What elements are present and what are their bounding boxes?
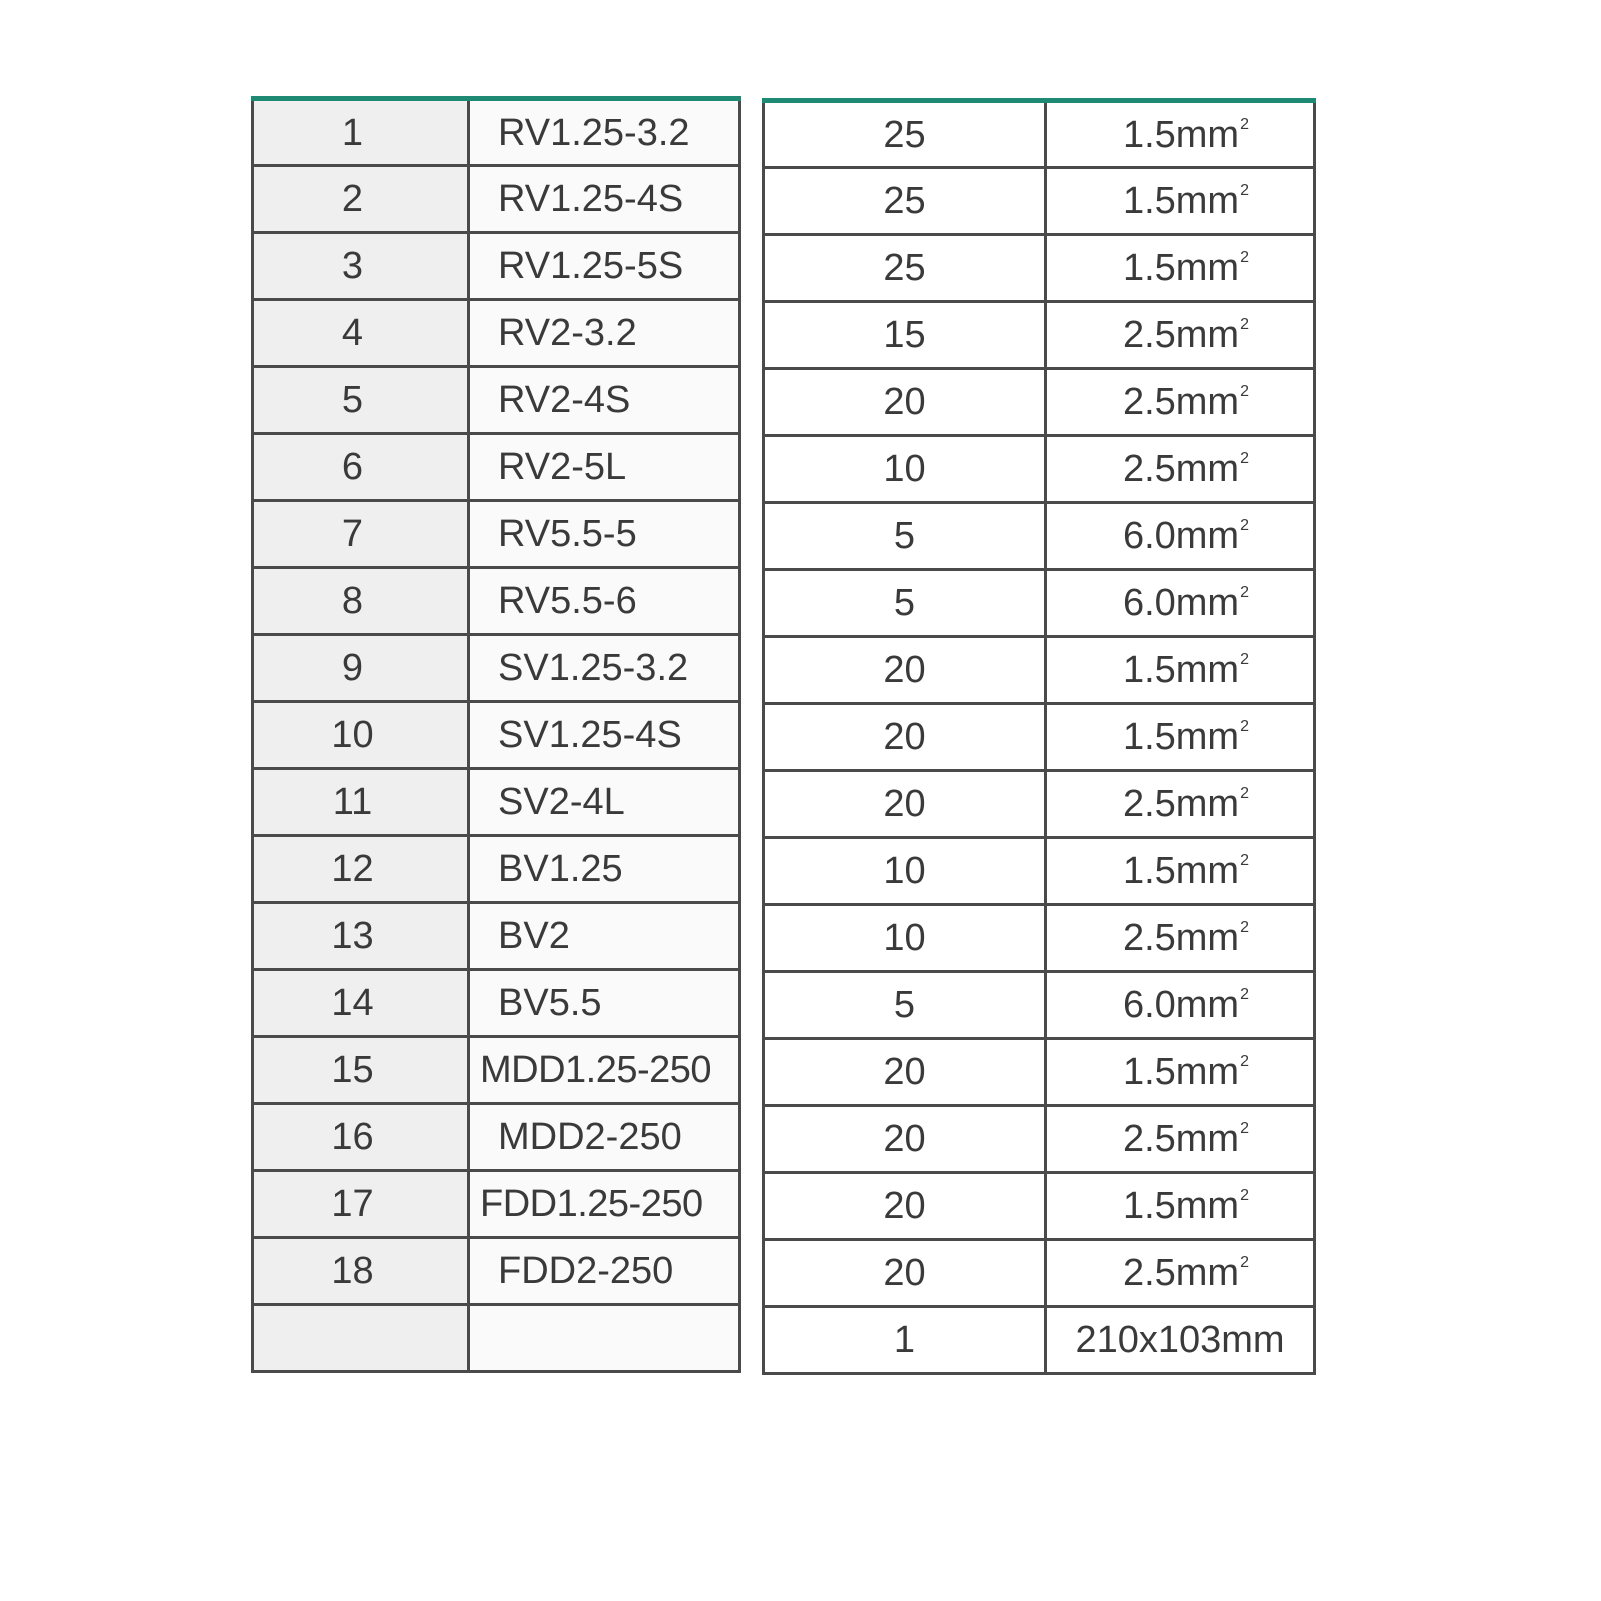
quantity-cell	[764, 369, 1046, 436]
item-number: 16	[331, 1116, 374, 1158]
model-cell	[469, 769, 740, 836]
quantity-cell	[764, 972, 1046, 1039]
quantity-value: 5	[893, 515, 916, 557]
table-row	[253, 434, 740, 501]
wire-size-cell	[1046, 637, 1315, 704]
table-row	[253, 1037, 740, 1104]
quantity-cell	[764, 905, 1046, 972]
model-code: FDD1.25-250	[480, 1183, 703, 1225]
wire-size-value	[1123, 850, 1249, 892]
table-row	[764, 503, 1315, 570]
item-number: 17	[331, 1183, 374, 1225]
wire-size-text: 2.5mm	[1122, 381, 1240, 423]
wire-size-cell	[1046, 1240, 1315, 1307]
model-cell	[469, 501, 740, 568]
model-cell	[469, 434, 740, 501]
table-row	[253, 1104, 740, 1171]
model-cell	[469, 300, 740, 367]
table-row	[253, 1238, 740, 1305]
wire-size-text: 210x103mm	[1075, 1319, 1285, 1361]
item-number-cell	[253, 769, 469, 836]
quantity-value: 5	[893, 984, 916, 1026]
table-row	[253, 166, 740, 233]
table-row	[764, 1173, 1315, 1240]
wire-size-cell	[1046, 503, 1315, 570]
table-row	[764, 771, 1315, 838]
quantity-cell	[764, 101, 1046, 168]
wire-size-text: 1.5mm	[1122, 113, 1240, 156]
wire-size-value	[1123, 515, 1249, 557]
wire-size-cell	[1046, 1173, 1315, 1240]
quantity-value: 20	[883, 716, 926, 758]
table-row	[764, 235, 1315, 302]
wire-size-text: 2.5mm	[1122, 314, 1240, 356]
wire-size-text: 1.5mm	[1122, 247, 1240, 289]
item-number: 12	[331, 848, 374, 890]
table-row	[764, 1039, 1315, 1106]
quantity-value: 20	[883, 1051, 926, 1093]
square-superscript: 2	[1240, 316, 1249, 333]
quantity-value: 20	[883, 1252, 926, 1294]
model-cell	[469, 635, 740, 702]
table-row	[764, 637, 1315, 704]
item-number-cell	[253, 1037, 469, 1104]
quantity-value: 15	[883, 314, 926, 356]
table-row	[764, 1106, 1315, 1173]
square-superscript: 2	[1240, 450, 1249, 467]
wire-size-value	[1123, 1051, 1249, 1093]
wire-size-value	[1123, 381, 1249, 423]
wire-size-cell	[1046, 168, 1315, 235]
quantity-cell	[764, 1173, 1046, 1240]
model-code: MDD2-250	[498, 1116, 682, 1158]
wire-size-value	[1123, 1185, 1249, 1227]
item-number-cell	[253, 568, 469, 635]
item-number: 4	[341, 312, 364, 354]
table-row	[253, 903, 740, 970]
item-number: 7	[341, 513, 364, 555]
wire-size-text: 1.5mm	[1122, 1185, 1240, 1227]
table-row	[764, 1307, 1315, 1374]
model-code: RV5.5-6	[498, 580, 637, 622]
quantity-cell	[764, 1240, 1046, 1307]
item-number-cell	[253, 970, 469, 1037]
square-superscript: 2	[1240, 785, 1249, 802]
table-row	[764, 302, 1315, 369]
quantity-cell	[764, 704, 1046, 771]
wire-size-value	[1123, 114, 1249, 156]
model-cell	[469, 1171, 740, 1238]
wire-size-cell	[1046, 369, 1315, 436]
item-number: 13	[331, 915, 374, 957]
square-superscript: 2	[1240, 1120, 1249, 1137]
wire-size-text: 2.5mm	[1122, 448, 1240, 490]
quantity-cell	[764, 637, 1046, 704]
quantity-cell	[764, 302, 1046, 369]
model-code: RV2-5L	[498, 446, 627, 488]
item-number-cell	[253, 903, 469, 970]
item-number: 14	[331, 982, 374, 1024]
quantity-value: 20	[883, 1118, 926, 1160]
wire-size-cell	[1046, 771, 1315, 838]
model-cell	[469, 1104, 740, 1171]
model-cell	[469, 1238, 740, 1305]
table-row	[764, 101, 1315, 168]
square-superscript: 2	[1240, 986, 1249, 1003]
wire-size-cell	[1046, 101, 1315, 168]
wire-size-value	[1123, 984, 1249, 1026]
table-row	[253, 769, 740, 836]
square-superscript: 2	[1240, 1254, 1249, 1271]
model-code: RV2-3.2	[498, 312, 637, 354]
item-number-cell	[253, 836, 469, 903]
quantity-value: 20	[883, 1185, 926, 1227]
item-number-cell	[253, 1171, 469, 1238]
wire-size-value	[1123, 1252, 1249, 1294]
quantity-value: 10	[883, 850, 926, 892]
table-row	[764, 905, 1315, 972]
table-row	[253, 836, 740, 903]
wire-size-cell	[1046, 838, 1315, 905]
table-row	[253, 635, 740, 702]
table-row	[253, 99, 740, 166]
item-number-cell	[253, 99, 469, 166]
wire-size-value	[1123, 917, 1249, 959]
table-row	[253, 702, 740, 769]
item-number: 6	[341, 446, 364, 488]
quantity-size-table	[762, 98, 1316, 1375]
model-cell	[469, 836, 740, 903]
table-row	[764, 168, 1315, 235]
item-number-cell	[253, 367, 469, 434]
item-number: 2	[341, 178, 364, 220]
model-list-table	[251, 96, 741, 1373]
table-row	[253, 970, 740, 1037]
quantity-value: 5	[893, 582, 916, 624]
item-number: 5	[341, 379, 364, 421]
model-code: BV5.5	[498, 982, 602, 1024]
wire-size-cell	[1046, 436, 1315, 503]
wire-size-cell	[1046, 905, 1315, 972]
item-number: 3	[341, 245, 364, 287]
square-superscript: 2	[1240, 718, 1249, 735]
wire-size-text: 6.0mm	[1122, 984, 1240, 1026]
table-row	[253, 568, 740, 635]
quantity-cell	[764, 168, 1046, 235]
quantity-cell	[764, 771, 1046, 838]
wire-size-cell	[1046, 972, 1315, 1039]
quantity-value: 25	[883, 180, 926, 222]
model-cell	[469, 702, 740, 769]
wire-size-value	[1123, 448, 1249, 490]
item-number-cell	[253, 1305, 469, 1372]
wire-size-value	[1123, 783, 1249, 825]
wire-size-text: 6.0mm	[1122, 515, 1240, 557]
quantity-cell	[764, 503, 1046, 570]
item-number-cell	[253, 1104, 469, 1171]
model-cell	[469, 903, 740, 970]
wire-size-cell	[1046, 1106, 1315, 1173]
item-number: 1	[341, 111, 364, 154]
model-cell	[469, 367, 740, 434]
quantity-value: 20	[883, 381, 926, 423]
model-code: RV1.25-5S	[498, 245, 684, 287]
model-code: RV1.25-4S	[498, 178, 684, 220]
quantity-cell	[764, 436, 1046, 503]
table-row	[253, 367, 740, 434]
item-number: 11	[332, 781, 373, 823]
model-cell	[469, 233, 740, 300]
wire-size-value	[1123, 582, 1249, 624]
table-row	[253, 300, 740, 367]
wire-size-cell	[1046, 570, 1315, 637]
wire-size-text: 1.5mm	[1122, 850, 1240, 892]
item-number: 18	[331, 1250, 374, 1292]
table-row	[764, 436, 1315, 503]
square-superscript: 2	[1240, 1187, 1249, 1204]
model-cell	[469, 970, 740, 1037]
model-cell	[469, 99, 740, 166]
wire-size-value	[1075, 1319, 1284, 1361]
wire-size-cell	[1046, 302, 1315, 369]
quantity-value: 25	[883, 113, 926, 156]
square-superscript: 2	[1240, 115, 1249, 133]
wire-size-cell	[1046, 704, 1315, 771]
table-row	[764, 972, 1315, 1039]
model-code: BV1.25	[498, 848, 623, 890]
model-cell	[469, 166, 740, 233]
square-superscript: 2	[1240, 584, 1249, 601]
quantity-cell	[764, 838, 1046, 905]
item-number-cell	[253, 434, 469, 501]
wire-size-text: 6.0mm	[1122, 582, 1240, 624]
quantity-value: 10	[883, 917, 926, 959]
table-row	[764, 704, 1315, 771]
item-number-cell	[253, 233, 469, 300]
model-code: FDD2-250	[498, 1250, 674, 1292]
model-cell	[469, 1305, 740, 1372]
wire-size-text: 2.5mm	[1122, 783, 1240, 825]
table-row	[253, 1171, 740, 1238]
wire-size-value	[1123, 247, 1249, 289]
quantity-value: 25	[883, 247, 926, 289]
quantity-cell	[764, 1307, 1046, 1374]
item-number: 15	[331, 1049, 374, 1091]
quantity-cell	[764, 1106, 1046, 1173]
wire-size-value	[1123, 180, 1249, 222]
table-row	[764, 570, 1315, 637]
model-code: BV2	[498, 915, 570, 957]
wire-size-text: 1.5mm	[1122, 180, 1240, 222]
square-superscript: 2	[1240, 182, 1249, 199]
table-row	[253, 1305, 740, 1372]
item-number-cell	[253, 166, 469, 233]
item-number-cell	[253, 702, 469, 769]
square-superscript: 2	[1240, 249, 1249, 266]
wire-size-text: 1.5mm	[1122, 649, 1240, 691]
table-row	[253, 501, 740, 568]
square-superscript: 2	[1240, 517, 1249, 534]
item-number-cell	[253, 1238, 469, 1305]
square-superscript: 2	[1240, 383, 1249, 400]
model-code: SV2-4L	[498, 781, 625, 823]
model-cell	[469, 1037, 740, 1104]
wire-size-value	[1123, 1118, 1249, 1160]
quantity-value: 20	[883, 649, 926, 691]
model-code: RV5.5-5	[498, 513, 637, 555]
wire-size-cell	[1046, 1307, 1315, 1374]
square-superscript: 2	[1240, 1053, 1249, 1070]
wire-size-cell	[1046, 1039, 1315, 1106]
item-number-cell	[253, 501, 469, 568]
item-number: 8	[341, 580, 364, 622]
model-code: SV1.25-3.2	[498, 647, 689, 689]
item-number: 9	[341, 647, 364, 689]
item-number-cell	[253, 635, 469, 702]
wire-size-text: 2.5mm	[1122, 1118, 1240, 1160]
wire-size-cell	[1046, 235, 1315, 302]
quantity-cell	[764, 1039, 1046, 1106]
table-row	[253, 233, 740, 300]
table-row	[764, 1240, 1315, 1307]
square-superscript: 2	[1240, 852, 1249, 869]
quantity-value: 20	[883, 783, 926, 825]
table-row	[764, 369, 1315, 436]
model-code: MDD1.25-250	[480, 1049, 712, 1091]
quantity-cell	[764, 570, 1046, 637]
square-superscript: 2	[1240, 919, 1249, 936]
model-cell	[469, 568, 740, 635]
wire-size-value	[1123, 649, 1249, 691]
model-code: RV1.25-3.2	[498, 111, 690, 154]
wire-size-text: 2.5mm	[1122, 917, 1240, 959]
model-code: RV2-4S	[498, 379, 631, 421]
wire-size-value	[1123, 314, 1249, 356]
quantity-cell	[764, 235, 1046, 302]
quantity-value: 1	[893, 1319, 916, 1361]
wire-size-value	[1123, 716, 1249, 758]
item-number-cell	[253, 300, 469, 367]
quantity-value: 10	[883, 448, 926, 490]
wire-size-text: 1.5mm	[1122, 716, 1240, 758]
wire-size-text: 1.5mm	[1122, 1051, 1240, 1093]
model-code: SV1.25-4S	[498, 714, 682, 756]
wire-size-text: 2.5mm	[1122, 1252, 1240, 1294]
table-row	[764, 838, 1315, 905]
item-number: 10	[331, 714, 374, 756]
square-superscript: 2	[1240, 651, 1249, 668]
